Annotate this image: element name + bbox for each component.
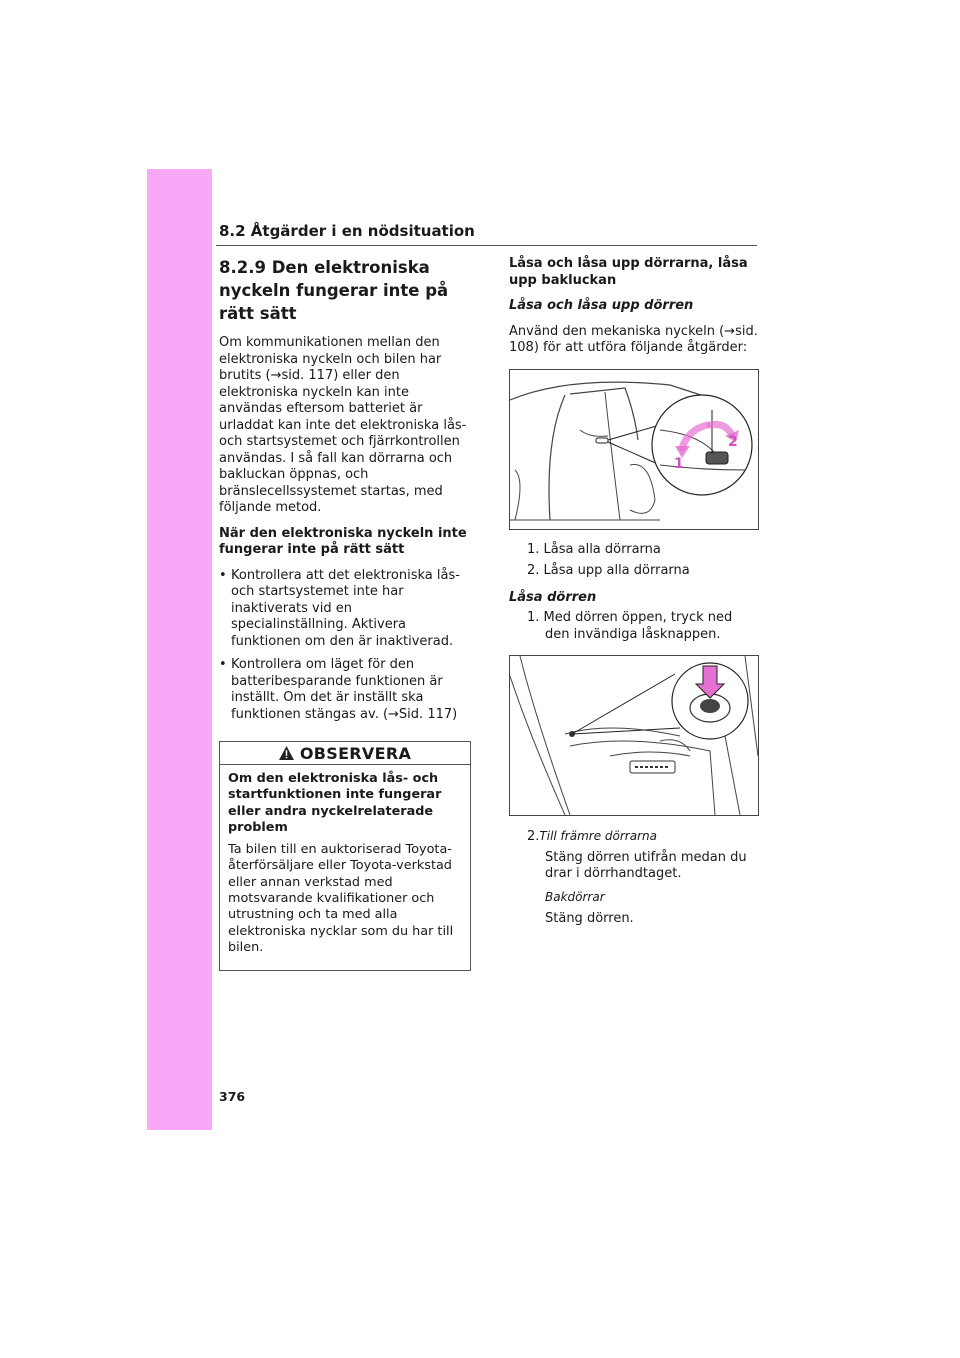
figure-lock-button	[509, 655, 759, 816]
subheading: När den elektroniska nyckeln inte fungerar inte på rätt sätt	[219, 525, 467, 557]
page-number: 376	[219, 1089, 246, 1104]
car-door-key-illustration	[510, 370, 758, 529]
intro-paragraph: Om kommunikationen mellan den elektroniska nyckeln och bilen har brutits (→sid. 117) eller den elektroniska nyckeln kan inte användas eftersom batteriet är urladdat kan inte det elektroniska lås- och startsystemet och fjärrkontrollen användas. I så fall kan dörrarna och bakluckan öppnas, och bränslecellssystemet startas, med följande metod.	[219, 335, 467, 515]
mechanical-key-text: Använd den mekaniska nyckeln (→sid. 108) för att utföra följande åtgärder:	[509, 323, 758, 355]
chapter-sidebar-tab	[147, 169, 212, 1130]
figure-key-door	[509, 369, 759, 530]
figure-label-2: 2	[728, 433, 738, 450]
observera-text: Ta bilen till en auktoriserad Toyota-återförsäljare eller Toyota-verkstad eller annan verkstad med motsvarande kvalifikationer och utrustning och ta med alla elektroniska nycklar som du har till bilen.	[228, 842, 454, 955]
section-title: 8.2.9 Den elektroniska nyckeln fungerar inte på rätt sätt	[219, 258, 449, 323]
bullet-item: • Kontrollera att det elektroniska lås- och startsystemet inte har inaktiverats vid en specialinställning. Aktivera funktionen om den är inaktiverad.	[219, 568, 471, 651]
step-item: 1. Med dörren öppen, tryck ned den invändiga låsknappen.	[527, 610, 733, 642]
figure-label-1: 1	[674, 455, 684, 472]
door-interior-illustration	[510, 656, 758, 815]
step-item: 1. Låsa alla dörrarna	[527, 541, 661, 557]
sub-heading-lock-unlock: Låsa och låsa upp dörren	[509, 298, 694, 313]
right-column	[509, 256, 759, 928]
right-heading: Låsa och låsa upp dörrarna, låsa upp bakluckan	[509, 256, 748, 288]
step-2-number: 2.	[527, 829, 540, 844]
rear-doors-text: Stäng dörren.	[545, 911, 634, 926]
rear-doors-label: Bakdörrar	[545, 889, 605, 904]
observera-title: OBSERVERA	[299, 743, 412, 763]
header-divider	[216, 245, 757, 246]
steps-list-2	[509, 610, 759, 643]
left-column	[219, 256, 471, 971]
observera-heading: Om den elektroniska lås- och startfunktionen inte fungerar eller andra nyckelrelaterade problem	[228, 771, 442, 835]
section-header: 8.2 Åtgärder i en nödsituation	[219, 222, 475, 240]
observera-header	[220, 742, 470, 765]
step-2-block	[509, 828, 759, 928]
warning-icon	[279, 746, 294, 760]
sub-heading-lock-door: Låsa dörren	[509, 589, 597, 605]
observera-box	[219, 741, 471, 971]
bullet-list	[219, 568, 471, 724]
bullet-item: • Kontrollera om läget för den batteribesparande funktionen är inställt. Om det är inställt ska funktionen stängas av. (→Sid. 117)	[219, 657, 471, 723]
front-doors-label: Till främre dörrarna	[539, 829, 657, 843]
steps-list-1	[509, 542, 759, 580]
step-item: 2. Låsa upp alla dörrarna	[527, 563, 690, 578]
front-doors-text: Stäng dörren utifrån medan du drar i dörrhandtaget.	[545, 849, 747, 881]
